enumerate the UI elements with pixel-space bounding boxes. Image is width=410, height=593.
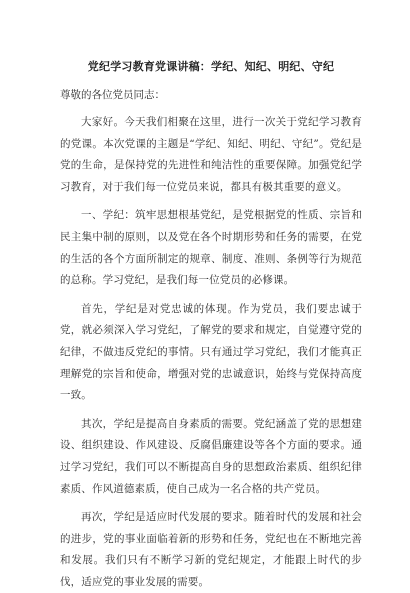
document-title: 党纪学习教育党课讲稿：学纪、知纪、明纪、守纪 [87,60,335,73]
paragraph-intro: 大家好。今天我们相聚在这里，进行一次关于党纪学习教育的党课。本次党课的主题是“学纪、知纪、明纪、守纪”。党纪是党的生命，是保持党的先进性和纯洁性的重要保障。加强党纪学习教育，对于我们每一位党员来说，都具有极其重要的意义。 [60,116,362,193]
paragraph-first-point: 首先，学纪是对党忠诚的体现。作为党员，我们要忠诚于党，就必须深入学习党纪，了解党的要求和规定，自觉遵守党的纪律，不做违反党纪的事情。只有通过学习党纪，我们才能真正理解党的宗旨和使命，增强对党的忠诚意识，始终与党保持高度一致。 [60,302,362,402]
salutation: 尊敬的各位党员同志： [60,89,165,101]
paragraph-section-one: 一、学纪：筑牢思想根基党纪，是党根据党的性质、宗旨和民主集中制的原则，以及党在各个时期形势和任务的需要，在党的生活的各个方面所制定的规章、制度、准则、条例等行为规范的总称。学习党纪，是我们每一位党员的必修课。 [60,209,362,287]
paragraph-second-point: 其次，学纪是提高自身素质的需要。党纪涵盖了党的思想建设、组织建设、作风建设、反腐倡廉建设等各个方面的要求。通过学习党纪，我们可以不断提高自身的思想政治素质、组织纪律素质、作风道德素质，使自己成为一名合格的共产党员。 [60,417,362,495]
paragraph-third-point: 再次，学纪是适应时代发展的要求。随着时代的发展和社会的进步，党的事业面临着新的形势和任务，党纪也在不断地完善和发展。我们只有不断学习新的党纪规定，才能跟上时代的步伐，适应党的事业发展的需要。 [60,511,362,588]
